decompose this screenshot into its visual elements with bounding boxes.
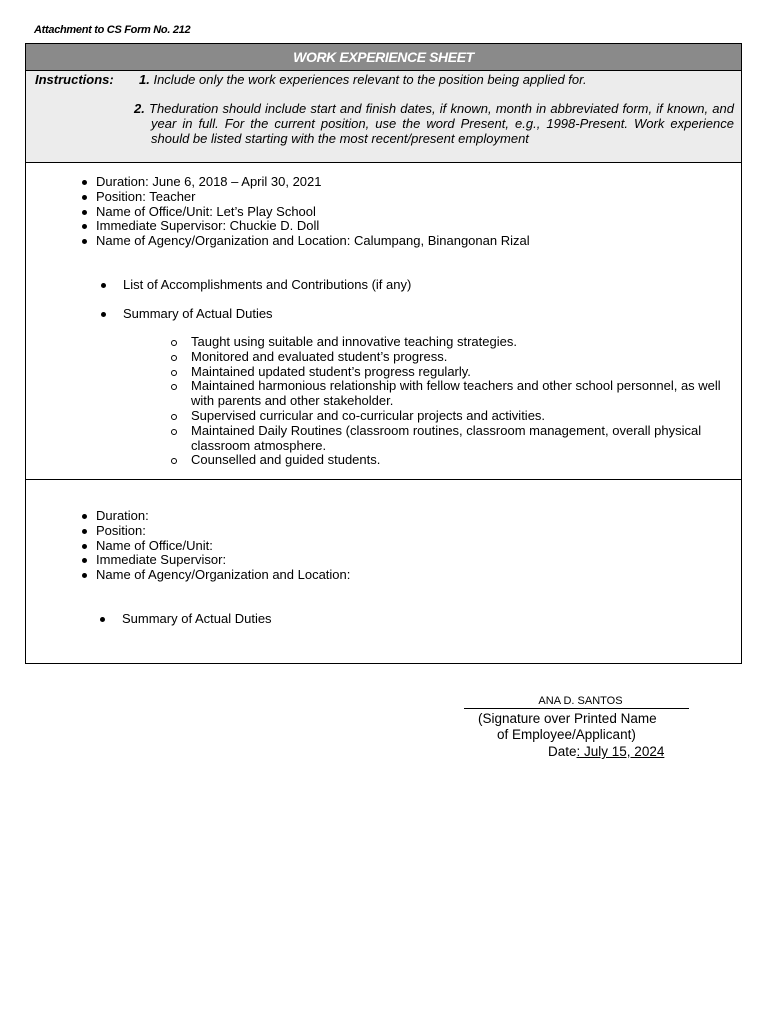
form-title: WORK EXPERIENCE SHEET [26,44,741,71]
signature-date [548,744,664,759]
entry2-position: Position: [96,524,350,539]
entry1-duties-list [191,335,736,468]
entry2-office: Name of Office/Unit: [96,539,350,554]
entry1-office: Name of Office/Unit: Let’s Play School [96,205,530,220]
duty-item: Maintained Daily Routines (classroom routines, classroom management, overall physical classroom atmosphere. [191,424,736,454]
instruction-1-text: Include only the work experiences relevant to the position being applied for. [153,72,587,87]
signature-printed-name: ANA D. SANTOS [464,695,689,709]
duty-item: Maintained harmonious relationship with fellow teachers and other school personnel, as well with parents and other stakeholder. [191,379,736,409]
entry-divider [26,479,741,480]
duty-item: Monitored and evaluated student’s progress. [191,350,736,365]
entry2-agency: Name of Agency/Organization and Location: [96,567,351,583]
entry1-duration: Duration: June 6, 2018 – April 30, 2021 [96,175,530,190]
entry2-supervisor: Immediate Supervisor: [96,553,350,568]
work-experience-form [25,43,742,664]
entry1-accomplishments-heading: List of Accomplishments and Contributions (if any) [123,277,412,292]
signature-caption-line2: of Employee/Applicant) [497,727,636,742]
attachment-label: Attachment to CS Form No. 212 [34,24,191,36]
instructions-section [26,71,741,163]
date-value: : July 15, 2024 [576,744,665,759]
entry1-details [96,175,530,249]
duty-item: Maintained updated student’s progress regularly. [191,365,736,380]
entry2-summary-heading: Summary of Actual Duties [122,611,272,626]
duty-item: Counselled and guided students. [191,453,736,468]
entry1-supervisor: Immediate Supervisor: Chuckie D. Doll [96,219,530,234]
entry1-sections [123,278,411,337]
date-label: Date [548,744,577,759]
instruction-1-number: 1. [139,72,150,87]
instruction-2 [134,101,734,146]
instruction-2-number: 2. [134,101,145,116]
signature-caption-line1: (Signature over Printed Name [478,711,657,726]
duty-item: Taught using suitable and innovative teaching strategies. [191,335,736,350]
instruction-1 [139,72,587,87]
entry1-summary-heading: Summary of Actual Duties [123,307,411,322]
entry2-details [96,509,350,583]
entry2-sections [122,612,272,641]
entry1-agency: Name of Agency/Organization and Location: Calumpang, Binangonan Rizal [96,233,530,249]
instructions-label: Instructions: [35,72,114,87]
entry1-position: Position: Teacher [96,190,530,205]
entry2-duration: Duration: [96,509,350,524]
instruction-2-text: Theduration should include start and finish dates, if known, month in abbreviated form, if known, and year in full. For the current position, use the word Present, e.g., 1998-Present. Work experience should be listed starting with the most recent/present employment [149,101,734,146]
duty-item: Supervised curricular and co-curricular projects and activities. [191,409,736,424]
